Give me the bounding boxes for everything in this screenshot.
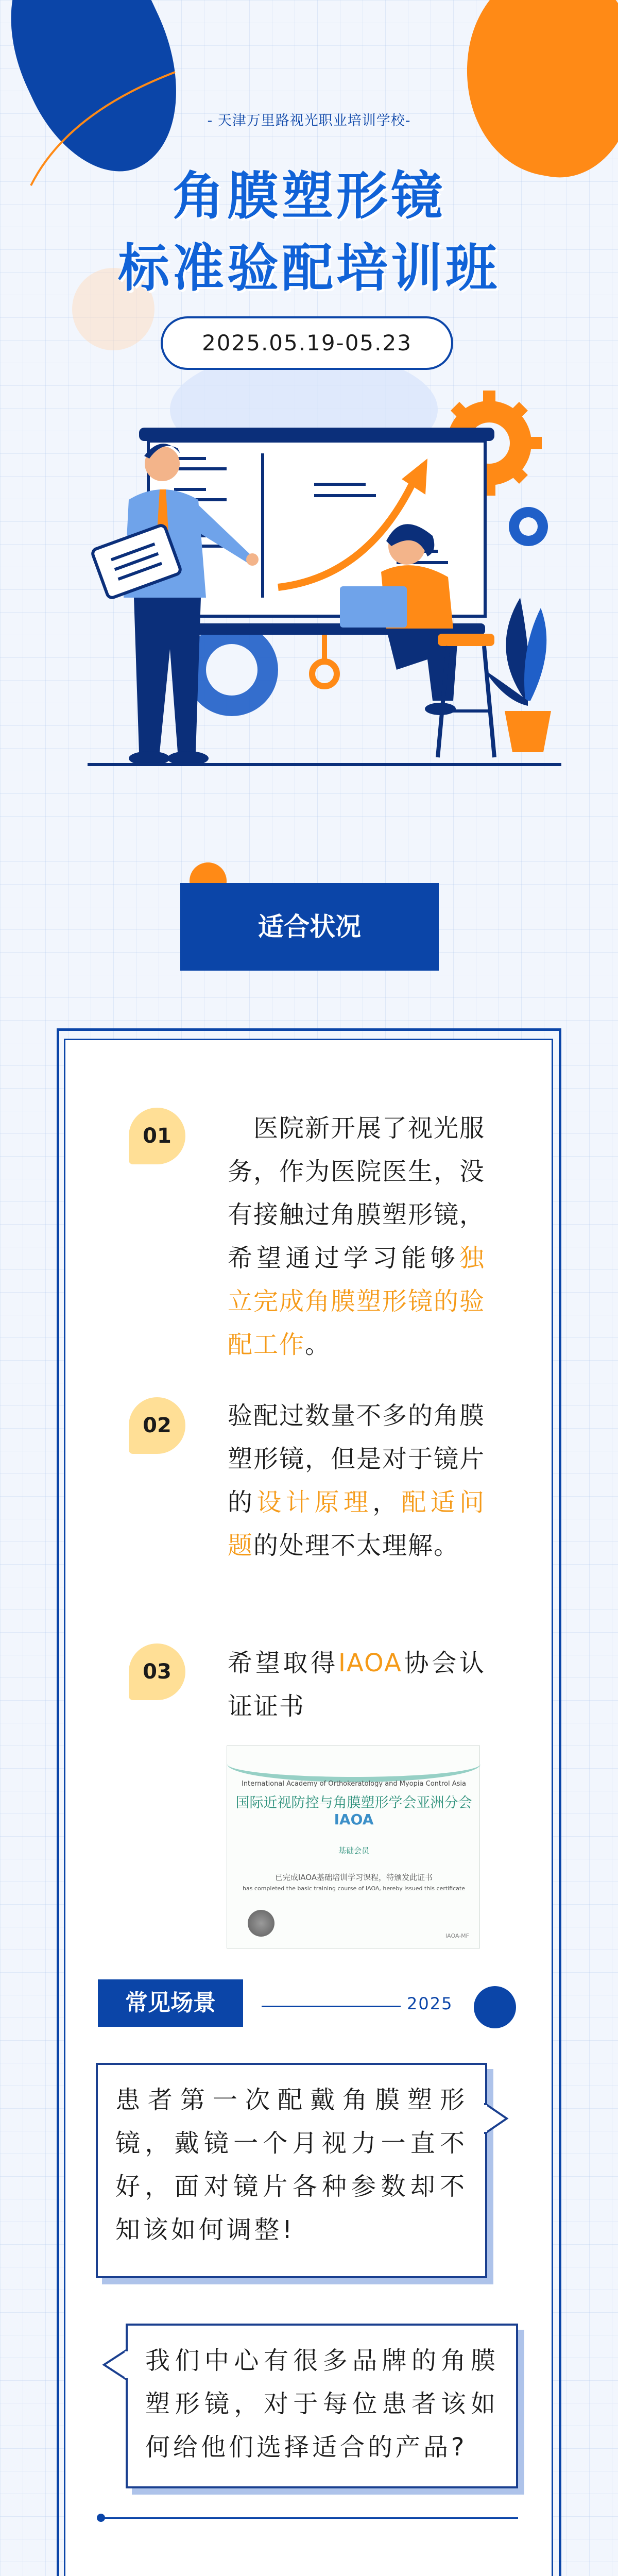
certificate-chinese-title: 国际近视防控与角膜塑形学会亚洲分会 [235, 1795, 472, 1811]
certificate-acronym: IAOA [334, 1811, 374, 1828]
training-illustration [77, 381, 572, 793]
orange-ring [312, 662, 337, 686]
scenes-tag: 常见场景 [98, 1979, 243, 2027]
certificate-footer: IAOA-MF [445, 1933, 469, 1939]
section-title: 适合状况 [180, 883, 439, 971]
bubble-2-pointer [101, 2349, 128, 2380]
small-gear-icon [509, 507, 548, 546]
bottom-divider-line [101, 2517, 518, 2519]
page-title-line2: 标准验配培训班 [118, 238, 500, 298]
certificate-body-english: has completed the basic training course of IAOA, hereby issued this certificate [242, 1885, 466, 1892]
iaoa-certificate-image [227, 1745, 480, 1948]
item-number-badge: 02 [129, 1397, 185, 1454]
certificate-level: 基础会员 [338, 1846, 369, 1855]
date-range-pill: 2025.05.19-05.23 [161, 316, 453, 370]
item-number-badge: 01 [129, 1108, 185, 1164]
scene-bubble-2: 我们中心有很多品牌的角膜塑形镜，对于每位患者该如何给他们选择适合的产品? [126, 2324, 518, 2488]
certificate-english-title: International Academy of Orthokeratology and Myopia Control Asia [241, 1780, 466, 1788]
item-text-2: 验配过数量不多的角膜塑形镜，但是对于镜片的设计原理，配适问题的处理不太理解。 [228, 1401, 486, 1560]
scenes-divider-line [262, 2006, 401, 2007]
page-title-line1: 角膜塑形镜 [173, 166, 445, 226]
potted-plant [484, 598, 551, 752]
scenes-blue-dot [474, 1986, 516, 2028]
scene-bubble-1: 患者第一次配戴角膜塑形镜，戴镜一个月视力一直不好，面对镜片各种参数却不知该如何调整! [96, 2063, 487, 2278]
certificate-seal [248, 1910, 274, 1937]
item-number-badge: 03 [129, 1643, 185, 1700]
bubble-1-pointer [484, 2103, 510, 2134]
item-text-1: 医院新开展了视光服务，作为医院医生，没有接触过角膜塑形镜，希望通过学习能够独立完成角膜塑形镜的验配工作。 [228, 1114, 486, 1359]
school-name: - 天津万里路视光职业培训学校- [207, 113, 411, 129]
item-text-3: 希望取得IAOA协会认证证书 [228, 1649, 485, 1721]
scenes-year: 2025 [407, 1994, 453, 2013]
certificate-border-swirl [227, 1746, 480, 1782]
certificate-body-text: 已完成IAOA基础培训学习课程，特颁发此证书 [274, 1873, 433, 1882]
bottom-divider-dot [97, 2514, 105, 2522]
